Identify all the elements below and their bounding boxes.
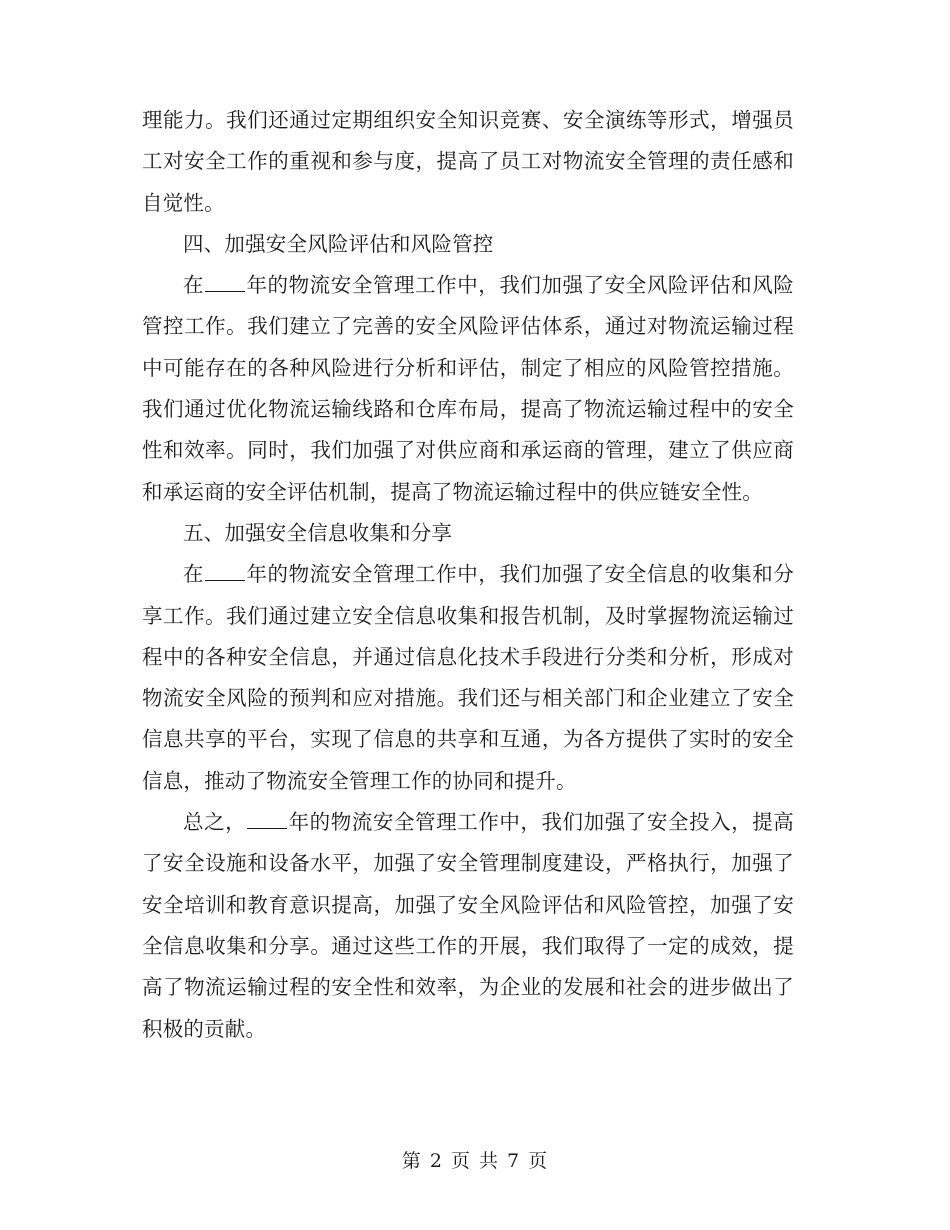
paragraph-info-sharing — [142, 554, 794, 802]
footer-label-page: 第 — [401, 1150, 422, 1172]
paragraph-continuation — [142, 100, 794, 224]
paragraph-text: 年的物流安全管理工作中，我们加强了安全信息的收集和分享工作。我们通过建立安全信息收集和报告机制，及时掌握物流运输过程中的各种安全信息，并通过信息化技术手段进行分类和分析，形成对物流安全风险的预判和应对措施。我们还与相关部门和企业建立了安全信息共享的平台，实现了信息的共享和互通，为各方提供了实时的安全信息，推动了物流安全管理工作的协同和提升。 — [142, 562, 794, 793]
year-blank — [205, 562, 245, 581]
year-blank — [247, 810, 287, 829]
heading-text: 四、加强安全风险评估和风险管控 — [183, 231, 494, 256]
footer-label-total-unit: 页 — [528, 1150, 549, 1172]
section-heading-4 — [142, 224, 794, 265]
paragraph-text: 年的物流安全管理工作中，我们加强了安全风险评估和风险管控工作。我们建立了完善的安全风险评估体系，通过对物流运输过程中可能存在的各种风险进行分析和评估，制定了相应的风险管控措施。我们通过优化物流运输线路和仓库布局，提高了物流运输过程中的安全性和效率。同时，我们加强了对供应商和承运商的管理，建立了供应商和承运商的安全评估机制，提高了物流运输过程中的供应链安全性。 — [142, 273, 794, 504]
year-blank — [205, 273, 245, 292]
paragraph-text: 总之， — [183, 810, 247, 835]
footer-total-pages: 7 — [507, 1150, 521, 1172]
paragraph-summary — [142, 802, 794, 1050]
footer-label-page-unit: 页 — [450, 1150, 471, 1172]
document-body — [142, 100, 794, 1050]
paragraph-risk-assessment — [142, 265, 794, 513]
paragraph-text: 理能力。我们还通过定期组织安全知识竞赛、安全演练等形式，增强员工对安全工作的重视和参与度，提高了员工对物流安全管理的责任感和自觉性。 — [142, 108, 794, 215]
paragraph-text: 在 — [183, 562, 205, 587]
paragraph-text: 年的物流安全管理工作中，我们加强了安全投入，提高了安全设施和设备水平，加强了安全管理制度建设，严格执行，加强了安全培训和教育意识提高，加强了安全风险评估和风险管控，加强了安全信息收集和分享。通过这些工作的开展，我们取得了一定的成效，提高了物流运输过程的安全性和效率，为企业的发展和社会的进步做出了积极的贡献。 — [142, 810, 794, 1041]
footer-label-total: 共 — [479, 1150, 500, 1172]
paragraph-text: 在 — [183, 273, 205, 298]
footer-current-page: 2 — [429, 1150, 443, 1172]
section-heading-5 — [142, 513, 794, 554]
page-footer — [0, 1146, 950, 1173]
heading-text: 五、加强安全信息收集和分享 — [183, 520, 453, 545]
